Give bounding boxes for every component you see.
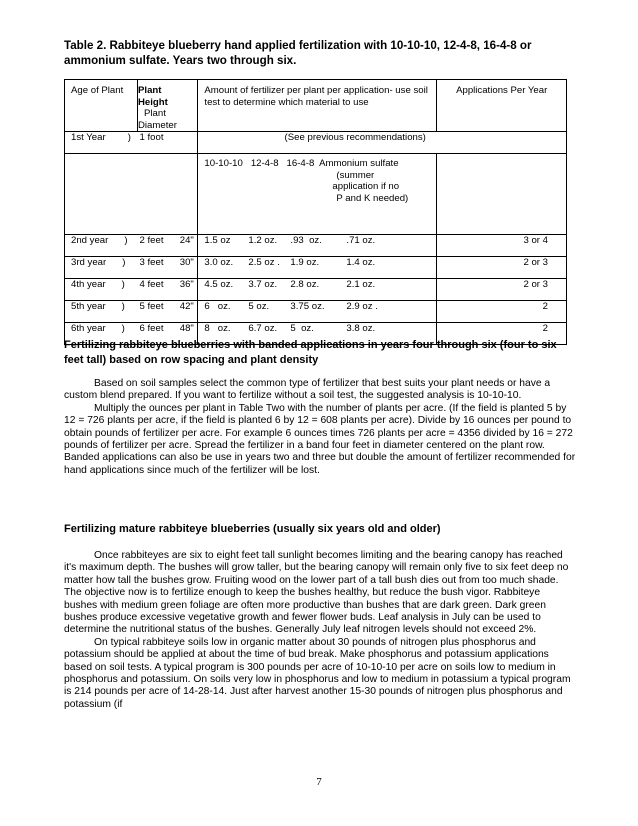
fertilization-table (64, 79, 567, 345)
amount-10-10-10: 6 oz. (204, 301, 231, 312)
section-mature-body (64, 550, 576, 711)
row-age: 5th year ) (65, 301, 138, 323)
header-diameter: Plant Diameter (138, 108, 177, 131)
first-year-note: (See previous recommendations) (198, 132, 567, 154)
amount-16-4-8: 3.75 oz. (290, 301, 325, 312)
empty-cell (138, 154, 198, 235)
row-age: 3rd year ) (65, 257, 138, 279)
amount-10-10-10: 1.5 oz (204, 235, 231, 246)
paragraph: Based on soil samples select the common type of fertilizer that best suits your plant needs or have a custom blend prepared. If you want to fertilize without a soil test, the suggested analysis is 10-10-10. (64, 378, 551, 402)
amount-10-10-10: 4.5 oz. (204, 279, 234, 290)
row-applications: 2 (437, 323, 567, 345)
fert-type-16-4-8: 16-4-8 (286, 158, 315, 169)
table-fertilizer-types-row (65, 154, 567, 235)
row-applications: 3 or 4 (437, 235, 567, 257)
fert-type-10-10-10: 10-10-10 (204, 158, 243, 169)
amount-12-4-8: 5 oz. (248, 301, 270, 312)
header-height-diameter (138, 80, 198, 132)
amount-10-10-10: 3.0 oz. (204, 257, 234, 268)
header-age: Age of Plant (65, 80, 138, 132)
amount-ammonium-sulfate: 1.4 oz. (346, 257, 376, 268)
empty-cell (65, 154, 138, 235)
row-diameter: 24" (176, 235, 198, 257)
row-height: 5 feet (138, 301, 177, 323)
row-amounts (198, 301, 437, 323)
row-diameter: 48" (176, 323, 198, 345)
amount-12-4-8: 2.5 oz . (248, 257, 280, 268)
row-height: 4 feet (138, 279, 177, 301)
row-applications: 2 (437, 301, 567, 323)
row-age: 2nd year ) (65, 235, 138, 257)
section-heading-banded: Fertilizing rabbiteye blueberries with banded applications in years four through six (four to six feet tall) based on row spacing and plant density (64, 339, 557, 366)
row-applications: 2 or 3 (437, 257, 567, 279)
row-amounts (198, 257, 437, 279)
amount-16-4-8: 1.9 oz. (290, 257, 320, 268)
header-height: Plant Height (138, 85, 168, 108)
paragraph: On typical rabbiteye soils low in organic matter about 30 pounds of nitrogen plus phosphorus and potassium should be applied at about the time of bud break. Make phosphorus and potassium applications based on soil tests. A typical program is 300 pounds per acre of 10-10-10 per acre on soils low to medium in phosphorus and potassium. On soils very low in phosphorus and low to medium in potassium a typical program is 214 pounds per acre of 14-28-14. Just after harvest another 15-30 pounds of nitrogen plus phosphorus and potassium (if (64, 636, 571, 710)
empty-cell (437, 154, 567, 235)
table-data-rows (65, 235, 567, 345)
row-diameter: 36" (176, 279, 198, 301)
section-heading-mature: Fertilizing mature rabbiteye blueberries (usually six years old and older) (64, 523, 441, 535)
amount-ammonium-sulfate: 3.8 oz. (346, 323, 376, 334)
table-row-first-year (65, 132, 567, 154)
row-height: 6 feet (138, 323, 177, 345)
amount-ammonium-sulfate: 2.9 oz . (346, 301, 378, 312)
section-banded-body (64, 378, 576, 477)
table-row (65, 257, 567, 279)
row-height: 3 feet (138, 257, 177, 279)
fert-type-ammonium-sulfate: Ammonium sulfate (319, 158, 399, 169)
table-title: Table 2. Rabbiteye blueberry hand applied fertilization with 10-10-10, 12-4-8, 16-4-8 or ammonium sulfate. Years two through six. (64, 39, 532, 67)
row-applications: 2 or 3 (437, 279, 567, 301)
row-height: 2 feet (138, 235, 177, 257)
ammonium-note: (summer application if no P and K needed) (332, 169, 409, 204)
row-age: 4th year ) (65, 279, 138, 301)
table-header-row (65, 80, 567, 132)
amount-ammonium-sulfate: 2.1 oz. (346, 279, 376, 290)
page-number: 7 (316, 776, 322, 788)
amount-16-4-8: 5 oz. (290, 323, 314, 334)
header-applications: Applications Per Year (437, 80, 567, 132)
amount-12-4-8: 3.7 oz. (248, 279, 278, 290)
amount-ammonium-sulfate: .71 oz. (346, 235, 376, 246)
fert-type-12-4-8: 12-4-8 (250, 158, 279, 169)
table-row (65, 301, 567, 323)
row-diameter: 30" (176, 257, 198, 279)
row-amounts (198, 235, 437, 257)
amount-12-4-8: 6.7 oz. (248, 323, 278, 334)
amount-10-10-10: 8 oz. (204, 323, 231, 334)
paragraph: Once rabbiteyes are six to eight feet tall sunlight becomes limiting and the bearing canopy has reached it's maximum depth. The bushes will grow taller, but the bearing canopy will remain only five to six feet deep no matter how tall the bushes grow. Fruiting wood on the lower part of a tall bush dies out from too much shade. The objective now is to fertilize enough to keep the bushes healthy, but reduce the bush vigor. Rabbiteye bushes with medium green foliage are often more productive than bushes that are dark green. Dark green bushes produce excessive vegetative growth and fewer flower buds. Leaf analysis in July can be used to determine the nutritional status of the bushes. Generally July leaf nitrogen levels should not exceed 2%. (64, 550, 569, 636)
row-amounts (198, 279, 437, 301)
amount-12-4-8: 1.2 oz. (248, 235, 278, 246)
amount-16-4-8: 2.8 oz. (290, 279, 320, 290)
paragraph: Multiply the ounces per plant in Table Two with the number of plants per acre. (If the field is planted 5 by 12 = 726 plants per acre, if the field is planted 6 by 12 = 608 plants per acre). Divide by 16 ounces per pound to obtain pounds of fertilizer per acre. For example 6 ounces times 726 plants per acre = 4356 divided by 16 = 272 pounds of fertilizer per acre. Spread the fertilizer in a band four feet in diameter centered on the plant row. Banded applications can also be use in years two and three but double the amount of fertilizer recommended for hand applications since much of the fertilizer will be lost. (64, 402, 576, 476)
first-year-age: 1st Year ) (65, 132, 138, 154)
first-year-height: 1 foot (138, 132, 198, 154)
header-amount: Amount of fertilizer per plant per application- use soil test to determine which material to use (198, 80, 437, 132)
row-age: 6th year ) (65, 323, 138, 345)
fertilizer-types (198, 154, 437, 235)
row-diameter: 42" (176, 301, 198, 323)
amount-16-4-8: .93 oz. (290, 235, 322, 246)
table-row (65, 279, 567, 301)
table-row (65, 235, 567, 257)
